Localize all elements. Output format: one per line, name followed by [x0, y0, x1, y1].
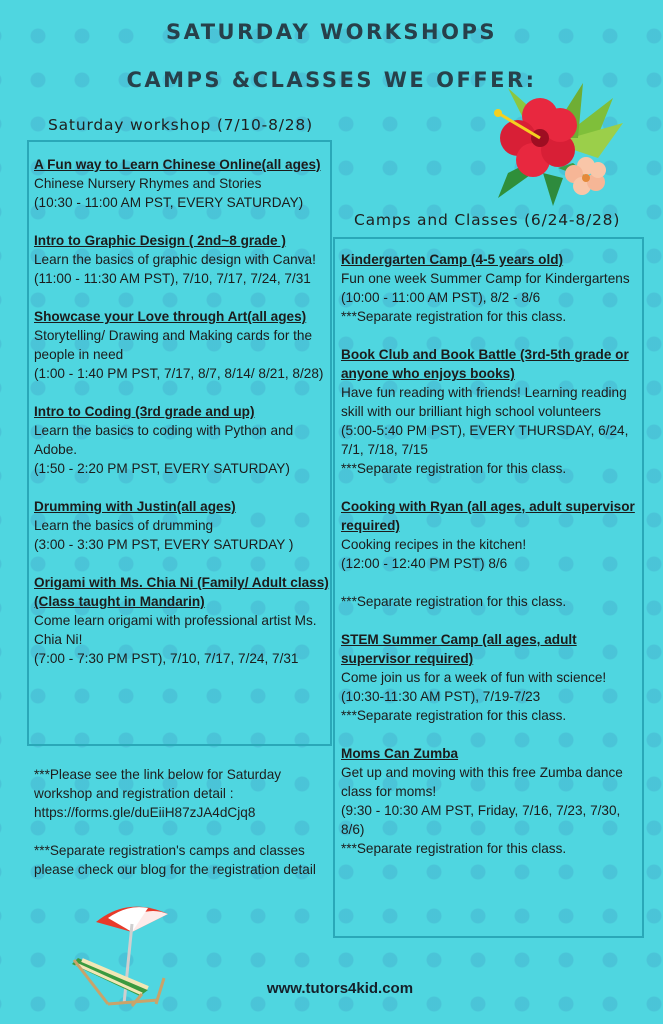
- saturday-item: [34, 307, 332, 383]
- camps-item-title: Cooking with Ryan (all ages, adult supervisor required): [341, 499, 635, 533]
- beach-chair-umbrella-icon: [68, 900, 190, 1010]
- saturday-heading: Saturday workshop (7/10-8/28): [48, 116, 313, 134]
- hibiscus-icon: [478, 78, 628, 208]
- saturday-item: [34, 231, 332, 288]
- camps-item-line: Get up and moving with this free Zumba dance class for moms!: [341, 765, 623, 799]
- saturday-item: [34, 497, 332, 554]
- camps-item-line: ***Separate registration for this class.: [341, 841, 567, 856]
- saturday-item-line: (10:30 - 11:00 AM PST, EVERY SATURDAY): [34, 195, 304, 210]
- saturday-item-title: Origami with Ms. Chia Ni (Family/ Adult class) (Class taught in Mandarin): [34, 575, 329, 609]
- camps-item-line: Cooking recipes in the kitchen!: [341, 537, 527, 552]
- camps-item: [341, 345, 643, 478]
- camps-item-line: ***Separate registration for this class.: [341, 594, 567, 609]
- saturday-item-title: Intro to Graphic Design ( 2nd~8 grade ): [34, 233, 286, 248]
- saturday-item-title: A Fun way to Learn Chinese Online(all ages): [34, 157, 321, 172]
- saturday-item: [34, 155, 332, 212]
- saturday-item-title: Intro to Coding (3rd grade and up): [34, 404, 255, 419]
- camps-item-title: STEM Summer Camp (all ages, adult supervisor required): [341, 632, 577, 666]
- saturday-item: [34, 573, 332, 668]
- saturday-item: [34, 402, 332, 478]
- saturday-item-line: (7:00 - 7:30 PM PST), 7/10, 7/17, 7/24, 7/31: [34, 651, 299, 666]
- camps-item-line: Come join us for a week of fun with science!: [341, 670, 607, 685]
- registration-notes: [34, 765, 326, 898]
- camps-item-line: (10:30-11:30 AM PST), 7/19-7/23: [341, 689, 541, 704]
- camps-item-title: Book Club and Book Battle (3rd-5th grade or anyone who enjoys books): [341, 347, 629, 381]
- saturday-item-line: Learn the basics to coding with Python and Adobe.: [34, 423, 294, 457]
- camps-item-line: (12:00 - 12:40 PM PST) 8/6: [341, 556, 508, 571]
- camps-item: [341, 250, 643, 326]
- camps-item-line: [341, 573, 643, 592]
- saturday-item-line: (11:00 - 11:30 AM PST), 7/10, 7/17, 7/24, 7/31: [34, 271, 311, 286]
- blog-note: ***Separate registration's camps and classes please check our blog for the registration detail: [34, 843, 316, 877]
- saturday-item-line: Come learn origami with professional artist Ms. Chia Ni!: [34, 613, 317, 647]
- camps-item: [341, 497, 643, 611]
- saturday-item-line: Chinese Nursery Rhymes and Stories: [34, 176, 262, 191]
- camps-list: [341, 250, 643, 877]
- link-note: ***Please see the link below for Saturday workshop and registration detail : https://forms.gle/duEiiH87zJA4dCjq8: [34, 767, 282, 820]
- saturday-item-line: (3:00 - 3:30 PM PST, EVERY SATURDAY ): [34, 537, 294, 552]
- camps-item-line: ***Separate registration for this class.: [341, 461, 567, 476]
- camps-item-title: Moms Can Zumba: [341, 746, 459, 761]
- saturday-list: [34, 155, 332, 687]
- camps-item-line: Have fun reading with friends! Learning reading skill with our brilliant high school volunteers: [341, 385, 627, 419]
- camps-item-line: (5:00-5:40 PM PST), EVERY THURSDAY, 6/24, 7/1, 7/18, 7/15: [341, 423, 629, 457]
- camps-item-title: Kindergarten Camp (4-5 years old): [341, 252, 564, 267]
- camps-item-line: ***Separate registration for this class.: [341, 309, 567, 324]
- camps-item-line: (9:30 - 10:30 AM PST, Friday, 7/16, 7/23, 7/30, 8/6): [341, 803, 621, 837]
- page-title: SATURDAY WORKSHOPS: [165, 20, 497, 44]
- saturday-item-title: Drumming with Justin(all ages): [34, 499, 236, 514]
- saturday-item-line: (1:00 - 1:40 PM PST, 7/17, 8/7, 8/14/ 8/21, 8/28): [34, 366, 324, 381]
- camps-item-line: Fun one week Summer Camp for Kindergartens: [341, 271, 630, 286]
- saturday-item-title: Showcase your Love through Art(all ages): [34, 309, 307, 324]
- registration-link[interactable]: https://forms.gle/duEiiH87zJA4dCjq8: [34, 805, 256, 820]
- camps-item-line: (10:00 - 11:00 AM PST), 8/2 - 8/6: [341, 290, 541, 305]
- camps-item-line: ***Separate registration for this class.: [341, 708, 567, 723]
- saturday-item-line: (1:50 - 2:20 PM PST, EVERY SATURDAY): [34, 461, 290, 476]
- camps-heading: Camps and Classes (6/24-8/28): [354, 211, 621, 229]
- saturday-item-line: Storytelling/ Drawing and Making cards for the people in need: [34, 328, 313, 362]
- saturday-item-line: Learn the basics of drumming: [34, 518, 214, 533]
- saturday-item-line: Learn the basics of graphic design with Canva!: [34, 252, 316, 267]
- website-link[interactable]: www.tutors4kid.com: [266, 980, 414, 997]
- camps-item: [341, 630, 643, 725]
- camps-item: [341, 744, 643, 858]
- page-subtitle: CAMPS &CLASSES WE OFFER:: [126, 68, 537, 92]
